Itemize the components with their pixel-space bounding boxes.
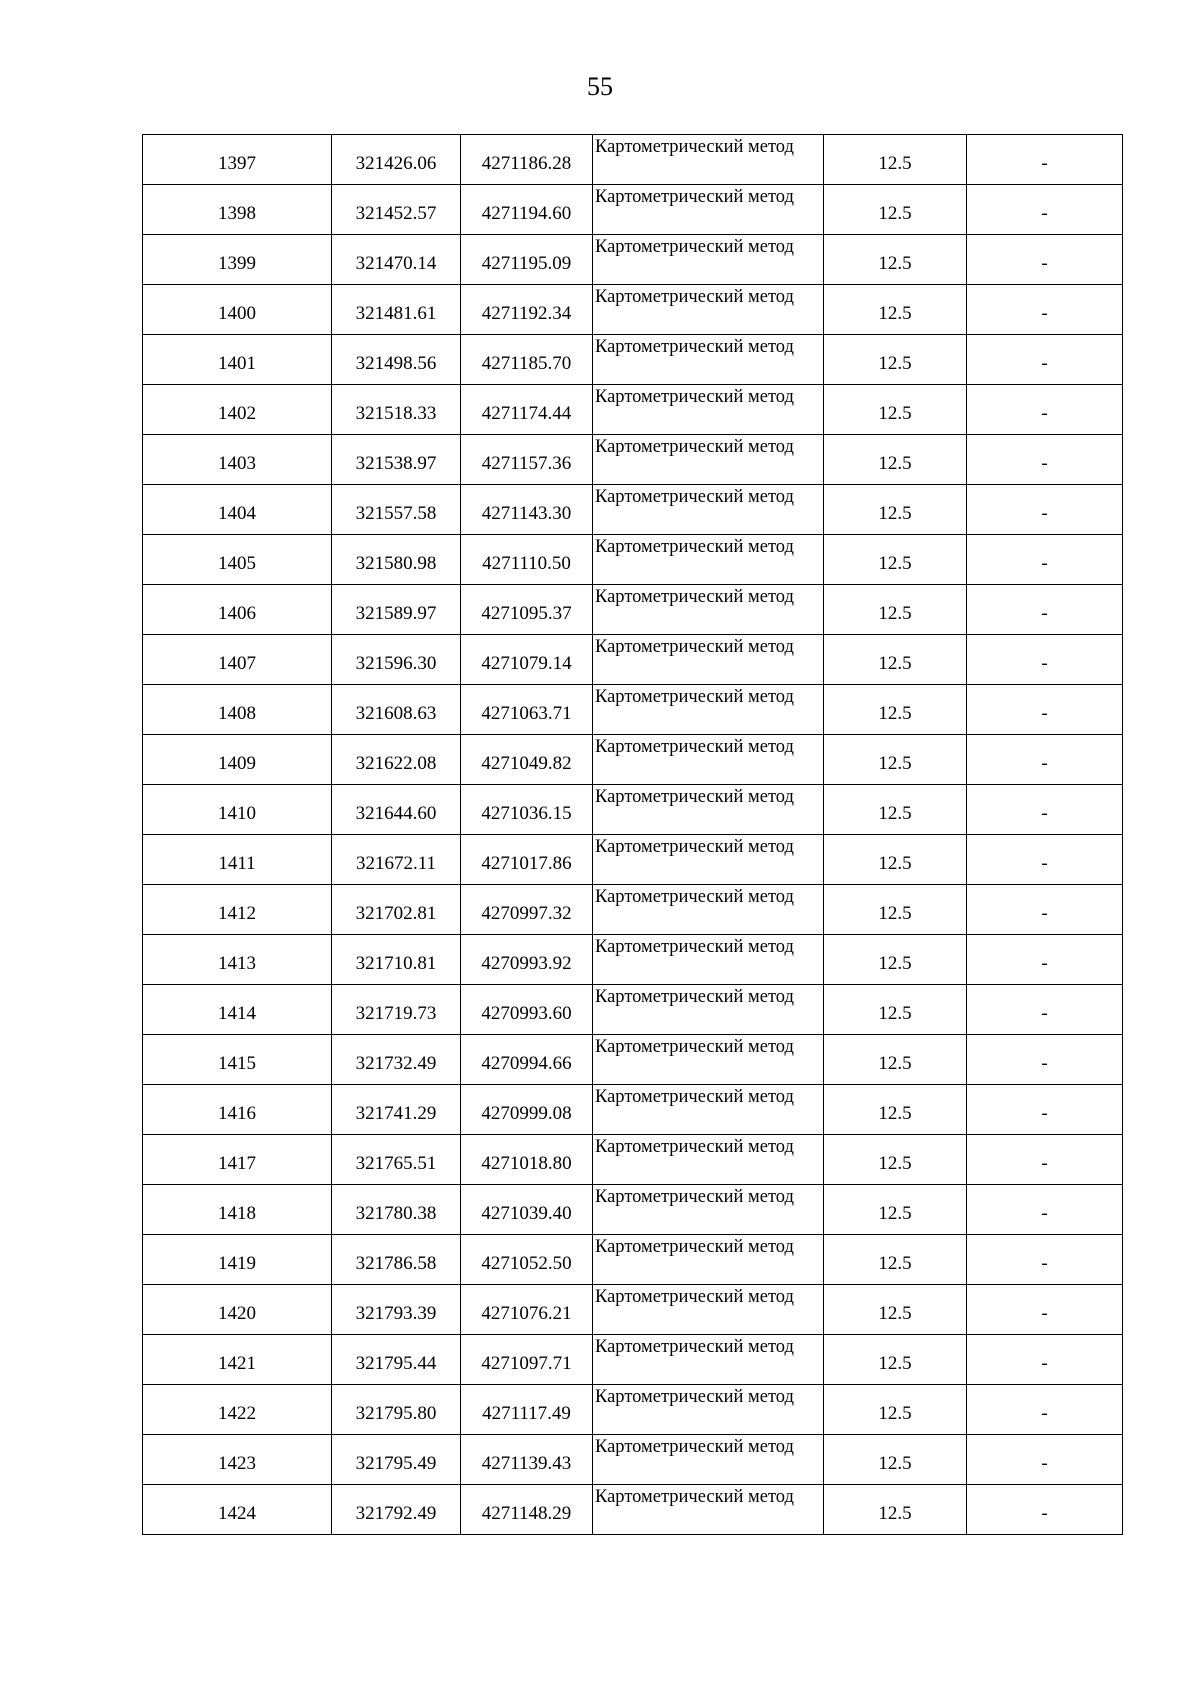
method-cell: Картометрический метод — [593, 1085, 824, 1135]
point-number-cell: 1409 — [143, 735, 332, 785]
accuracy-cell: 12.5 — [824, 485, 967, 535]
point-number-cell: 1412 — [143, 885, 332, 935]
accuracy-cell: 12.5 — [824, 985, 967, 1035]
x-coordinate-cell: 321589.97 — [332, 585, 461, 635]
accuracy-cell: 12.5 — [824, 135, 967, 185]
x-coordinate-cell: 321780.38 — [332, 1185, 461, 1235]
accuracy-cell: 12.5 — [824, 1485, 967, 1535]
table-row — [143, 1335, 1123, 1385]
y-coordinate-cell: 4271039.40 — [461, 1185, 593, 1235]
y-coordinate-cell: 4271192.34 — [461, 285, 593, 335]
y-coordinate-cell: 4271143.30 — [461, 485, 593, 535]
y-coordinate-cell: 4271148.29 — [461, 1485, 593, 1535]
y-coordinate-cell: 4271076.21 — [461, 1285, 593, 1335]
y-coordinate-cell: 4271017.86 — [461, 835, 593, 885]
y-coordinate-cell: 4271036.15 — [461, 785, 593, 835]
accuracy-cell: 12.5 — [824, 1035, 967, 1085]
y-coordinate-cell: 4271095.37 — [461, 585, 593, 635]
x-coordinate-cell: 321732.49 — [332, 1035, 461, 1085]
y-coordinate-cell: 4271195.09 — [461, 235, 593, 285]
point-number-cell: 1418 — [143, 1185, 332, 1235]
x-coordinate-cell: 321518.33 — [332, 385, 461, 435]
method-cell: Картометрический метод — [593, 1235, 824, 1285]
note-cell: - — [967, 135, 1123, 185]
note-cell: - — [967, 1335, 1123, 1385]
accuracy-cell: 12.5 — [824, 435, 967, 485]
note-cell: - — [967, 485, 1123, 535]
accuracy-cell: 12.5 — [824, 885, 967, 935]
point-number-cell: 1424 — [143, 1485, 332, 1535]
point-number-cell: 1408 — [143, 685, 332, 735]
point-number-cell: 1416 — [143, 1085, 332, 1135]
y-coordinate-cell: 4271049.82 — [461, 735, 593, 785]
accuracy-cell: 12.5 — [824, 1435, 967, 1485]
point-number-cell: 1415 — [143, 1035, 332, 1085]
note-cell: - — [967, 185, 1123, 235]
y-coordinate-cell: 4271186.28 — [461, 135, 593, 185]
point-number-cell: 1399 — [143, 235, 332, 285]
accuracy-cell: 12.5 — [824, 785, 967, 835]
y-coordinate-cell: 4270997.32 — [461, 885, 593, 935]
accuracy-cell: 12.5 — [824, 1235, 967, 1285]
table-row — [143, 185, 1123, 235]
table-row — [143, 1485, 1123, 1535]
method-cell: Картометрический метод — [593, 1135, 824, 1185]
method-cell: Картометрический метод — [593, 885, 824, 935]
method-cell: Картометрический метод — [593, 435, 824, 485]
accuracy-cell: 12.5 — [824, 835, 967, 885]
x-coordinate-cell: 321596.30 — [332, 635, 461, 685]
x-coordinate-cell: 321741.29 — [332, 1085, 461, 1135]
y-coordinate-cell: 4271110.50 — [461, 535, 593, 585]
table-row — [143, 285, 1123, 335]
table-row — [143, 835, 1123, 885]
y-coordinate-cell: 4271052.50 — [461, 1235, 593, 1285]
note-cell: - — [967, 1235, 1123, 1285]
point-number-cell: 1405 — [143, 535, 332, 585]
method-cell: Картометрический метод — [593, 935, 824, 985]
x-coordinate-cell: 321580.98 — [332, 535, 461, 585]
note-cell: - — [967, 785, 1123, 835]
accuracy-cell: 12.5 — [824, 1135, 967, 1185]
method-cell: Картометрический метод — [593, 535, 824, 585]
table-row — [143, 885, 1123, 935]
point-number-cell: 1421 — [143, 1335, 332, 1385]
method-cell: Картометрический метод — [593, 1185, 824, 1235]
accuracy-cell: 12.5 — [824, 1085, 967, 1135]
y-coordinate-cell: 4271079.14 — [461, 635, 593, 685]
table-row — [143, 1185, 1123, 1235]
point-number-cell: 1419 — [143, 1235, 332, 1285]
x-coordinate-cell: 321498.56 — [332, 335, 461, 385]
point-number-cell: 1422 — [143, 1385, 332, 1435]
note-cell: - — [967, 735, 1123, 785]
accuracy-cell: 12.5 — [824, 1285, 967, 1335]
x-coordinate-cell: 321795.44 — [332, 1335, 461, 1385]
method-cell: Картометрический метод — [593, 985, 824, 1035]
table-row — [143, 685, 1123, 735]
note-cell: - — [967, 1385, 1123, 1435]
table-row — [143, 1435, 1123, 1485]
note-cell: - — [967, 885, 1123, 935]
accuracy-cell: 12.5 — [824, 685, 967, 735]
coordinates-table-body — [143, 135, 1123, 1535]
method-cell: Картометрический метод — [593, 335, 824, 385]
accuracy-cell: 12.5 — [824, 735, 967, 785]
y-coordinate-cell: 4271194.60 — [461, 185, 593, 235]
method-cell: Картометрический метод — [593, 235, 824, 285]
note-cell: - — [967, 385, 1123, 435]
x-coordinate-cell: 321470.14 — [332, 235, 461, 285]
y-coordinate-cell: 4271157.36 — [461, 435, 593, 485]
note-cell: - — [967, 1035, 1123, 1085]
accuracy-cell: 12.5 — [824, 235, 967, 285]
point-number-cell: 1402 — [143, 385, 332, 435]
note-cell: - — [967, 235, 1123, 285]
table-row — [143, 235, 1123, 285]
point-number-cell: 1406 — [143, 585, 332, 635]
y-coordinate-cell: 4270993.60 — [461, 985, 593, 1035]
table-row — [143, 1035, 1123, 1085]
y-coordinate-cell: 4271174.44 — [461, 385, 593, 435]
x-coordinate-cell: 321672.11 — [332, 835, 461, 885]
x-coordinate-cell: 321702.81 — [332, 885, 461, 935]
accuracy-cell: 12.5 — [824, 285, 967, 335]
note-cell: - — [967, 335, 1123, 385]
method-cell: Картометрический метод — [593, 1385, 824, 1435]
y-coordinate-cell: 4271139.43 — [461, 1435, 593, 1485]
method-cell: Картометрический метод — [593, 185, 824, 235]
accuracy-cell: 12.5 — [824, 1385, 967, 1435]
point-number-cell: 1420 — [143, 1285, 332, 1335]
method-cell: Картометрический метод — [593, 585, 824, 635]
x-coordinate-cell: 321538.97 — [332, 435, 461, 485]
point-number-cell: 1411 — [143, 835, 332, 885]
accuracy-cell: 12.5 — [824, 585, 967, 635]
note-cell: - — [967, 585, 1123, 635]
method-cell: Картометрический метод — [593, 635, 824, 685]
point-number-cell: 1404 — [143, 485, 332, 535]
note-cell: - — [967, 635, 1123, 685]
x-coordinate-cell: 321795.80 — [332, 1385, 461, 1435]
table-row — [143, 1135, 1123, 1185]
point-number-cell: 1401 — [143, 335, 332, 385]
method-cell: Картометрический метод — [593, 685, 824, 735]
note-cell: - — [967, 435, 1123, 485]
accuracy-cell: 12.5 — [824, 1335, 967, 1385]
accuracy-cell: 12.5 — [824, 185, 967, 235]
accuracy-cell: 12.5 — [824, 1185, 967, 1235]
y-coordinate-cell: 4271018.80 — [461, 1135, 593, 1185]
table-row — [143, 485, 1123, 535]
note-cell: - — [967, 685, 1123, 735]
note-cell: - — [967, 1285, 1123, 1335]
y-coordinate-cell: 4271063.71 — [461, 685, 593, 735]
method-cell: Картометрический метод — [593, 135, 824, 185]
table-row — [143, 635, 1123, 685]
method-cell: Картометрический метод — [593, 285, 824, 335]
y-coordinate-cell: 4270994.66 — [461, 1035, 593, 1085]
table-row — [143, 735, 1123, 785]
accuracy-cell: 12.5 — [824, 535, 967, 585]
method-cell: Картометрический метод — [593, 1335, 824, 1385]
accuracy-cell: 12.5 — [824, 635, 967, 685]
point-number-cell: 1423 — [143, 1435, 332, 1485]
table-row — [143, 1085, 1123, 1135]
table-row — [143, 1235, 1123, 1285]
method-cell: Картометрический метод — [593, 1285, 824, 1335]
point-number-cell: 1403 — [143, 435, 332, 485]
table-row — [143, 135, 1123, 185]
table-row — [143, 1285, 1123, 1335]
method-cell: Картометрический метод — [593, 735, 824, 785]
note-cell: - — [967, 285, 1123, 335]
note-cell: - — [967, 535, 1123, 585]
accuracy-cell: 12.5 — [824, 385, 967, 435]
x-coordinate-cell: 321644.60 — [332, 785, 461, 835]
x-coordinate-cell: 321795.49 — [332, 1435, 461, 1485]
table-row — [143, 335, 1123, 385]
x-coordinate-cell: 321786.58 — [332, 1235, 461, 1285]
note-cell: - — [967, 1085, 1123, 1135]
x-coordinate-cell: 321557.58 — [332, 485, 461, 535]
note-cell: - — [967, 1435, 1123, 1485]
table-row — [143, 385, 1123, 435]
y-coordinate-cell: 4271185.70 — [461, 335, 593, 385]
note-cell: - — [967, 985, 1123, 1035]
x-coordinate-cell: 321426.06 — [332, 135, 461, 185]
table-row — [143, 435, 1123, 485]
note-cell: - — [967, 935, 1123, 985]
method-cell: Картометрический метод — [593, 385, 824, 435]
method-cell: Картометрический метод — [593, 1485, 824, 1535]
point-number-cell: 1414 — [143, 985, 332, 1035]
table-row — [143, 785, 1123, 835]
y-coordinate-cell: 4270993.92 — [461, 935, 593, 985]
note-cell: - — [967, 1485, 1123, 1535]
point-number-cell: 1417 — [143, 1135, 332, 1185]
coordinates-table — [142, 134, 1123, 1535]
x-coordinate-cell: 321792.49 — [332, 1485, 461, 1535]
method-cell: Картометрический метод — [593, 1035, 824, 1085]
note-cell: - — [967, 835, 1123, 885]
x-coordinate-cell: 321710.81 — [332, 935, 461, 985]
note-cell: - — [967, 1185, 1123, 1235]
page-number: 55 — [587, 72, 613, 101]
method-cell: Картометрический метод — [593, 1435, 824, 1485]
x-coordinate-cell: 321452.57 — [332, 185, 461, 235]
y-coordinate-cell: 4271117.49 — [461, 1385, 593, 1435]
table-row — [143, 985, 1123, 1035]
method-cell: Картометрический метод — [593, 835, 824, 885]
table-row — [143, 1385, 1123, 1435]
point-number-cell: 1397 — [143, 135, 332, 185]
table-row — [143, 535, 1123, 585]
table-row — [143, 585, 1123, 635]
point-number-cell: 1400 — [143, 285, 332, 335]
point-number-cell: 1410 — [143, 785, 332, 835]
method-cell: Картометрический метод — [593, 485, 824, 535]
accuracy-cell: 12.5 — [824, 335, 967, 385]
method-cell: Картометрический метод — [593, 785, 824, 835]
x-coordinate-cell: 321765.51 — [332, 1135, 461, 1185]
y-coordinate-cell: 4271097.71 — [461, 1335, 593, 1385]
note-cell: - — [967, 1135, 1123, 1185]
table-row — [143, 935, 1123, 985]
x-coordinate-cell: 321622.08 — [332, 735, 461, 785]
point-number-cell: 1413 — [143, 935, 332, 985]
y-coordinate-cell: 4270999.08 — [461, 1085, 593, 1135]
x-coordinate-cell: 321719.73 — [332, 985, 461, 1035]
point-number-cell: 1407 — [143, 635, 332, 685]
x-coordinate-cell: 321793.39 — [332, 1285, 461, 1335]
point-number-cell: 1398 — [143, 185, 332, 235]
x-coordinate-cell: 321608.63 — [332, 685, 461, 735]
accuracy-cell: 12.5 — [824, 935, 967, 985]
x-coordinate-cell: 321481.61 — [332, 285, 461, 335]
